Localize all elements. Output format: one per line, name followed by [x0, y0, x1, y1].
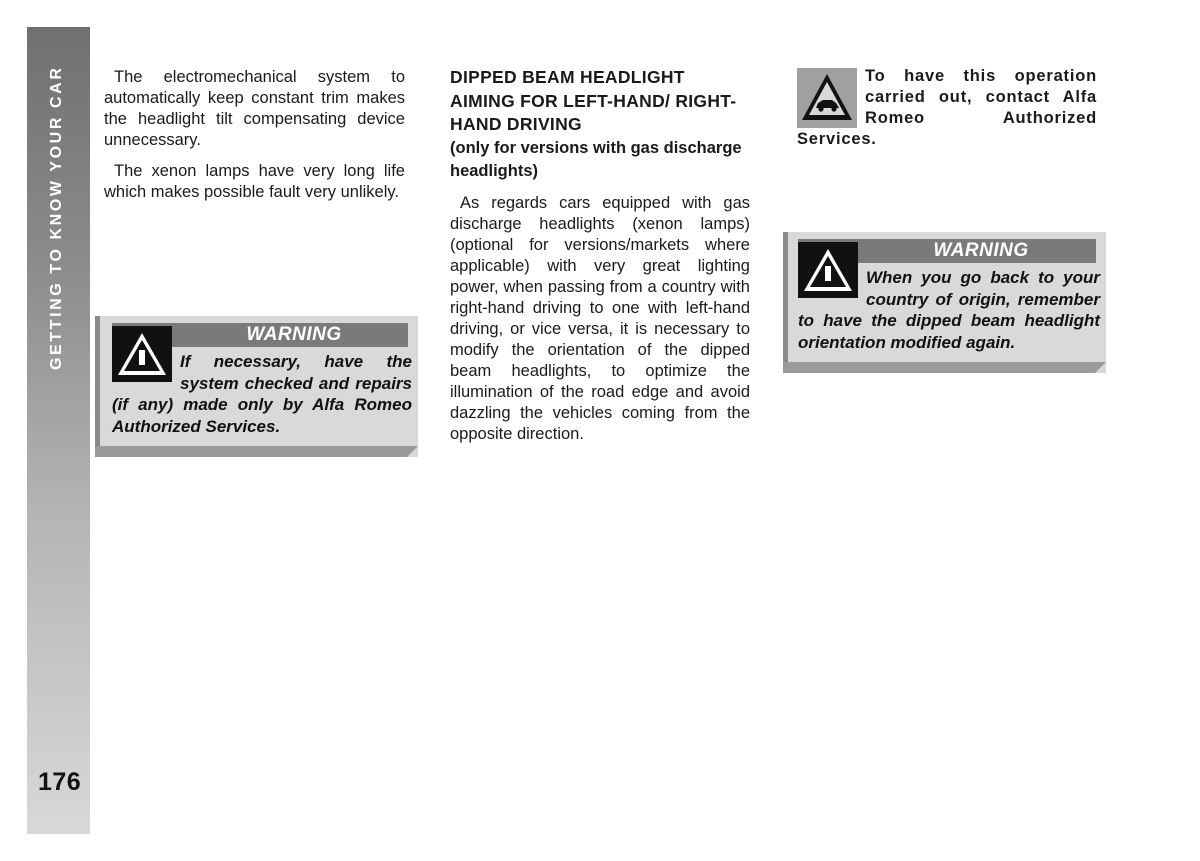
- page-number: 176: [38, 768, 82, 796]
- column-right: [797, 66, 1097, 150]
- column-middle: [450, 66, 750, 445]
- section-title: GETTING TO KNOW YOUR CAR: [48, 65, 65, 370]
- paragraph: As regards cars equipped with gas discharge headlights (xenon lamps) (optional for versions/markets where applicable) with very great lighting power, when passing from a country with right-hand driving to one with left-hand driving, or vice versa, it is necessary to modify the orientation of the dipped beam headlights, to optimize the illumination of the road edge and avoid dazzling the vehicles coming from the opposite direction.: [450, 193, 750, 443]
- warning-box: [783, 232, 1106, 373]
- warning-text: When you go back to your country of origin, remember to have the dipped beam headlight orientation modified again.: [798, 268, 1100, 352]
- paragraph: The electromechanical system to automatically keep constant trim makes the headlight tilt compensating device unnecessary.: [104, 68, 405, 149]
- warning-body: [788, 239, 1106, 353]
- warning-text: If necessary, have the system checked and repairs (if any) made only by Alfa Romeo Authorized Services.: [112, 352, 412, 436]
- column-left: [104, 67, 405, 203]
- section-heading: DIPPED BEAM HEADLIGHT AIMING FOR LEFT-HAND/ RIGHT-HAND DRIVING: [450, 67, 737, 134]
- warning-heading: WARNING: [798, 239, 1096, 263]
- car-triangle-icon: [797, 68, 857, 128]
- warning-heading: WARNING: [112, 323, 408, 347]
- warning-triangle-icon: [798, 242, 858, 298]
- warning-box: [95, 316, 418, 457]
- section-subheading: (only for versions with gas discharge headlights): [450, 138, 742, 180]
- warning-body: [100, 323, 418, 437]
- paragraph: The xenon lamps have very long life which makes possible fault very unlikely.: [104, 162, 405, 201]
- warning-triangle-icon: [112, 326, 172, 382]
- note-text: To have this operation carried out, contact Alfa Romeo Authorized Services.: [797, 67, 1097, 148]
